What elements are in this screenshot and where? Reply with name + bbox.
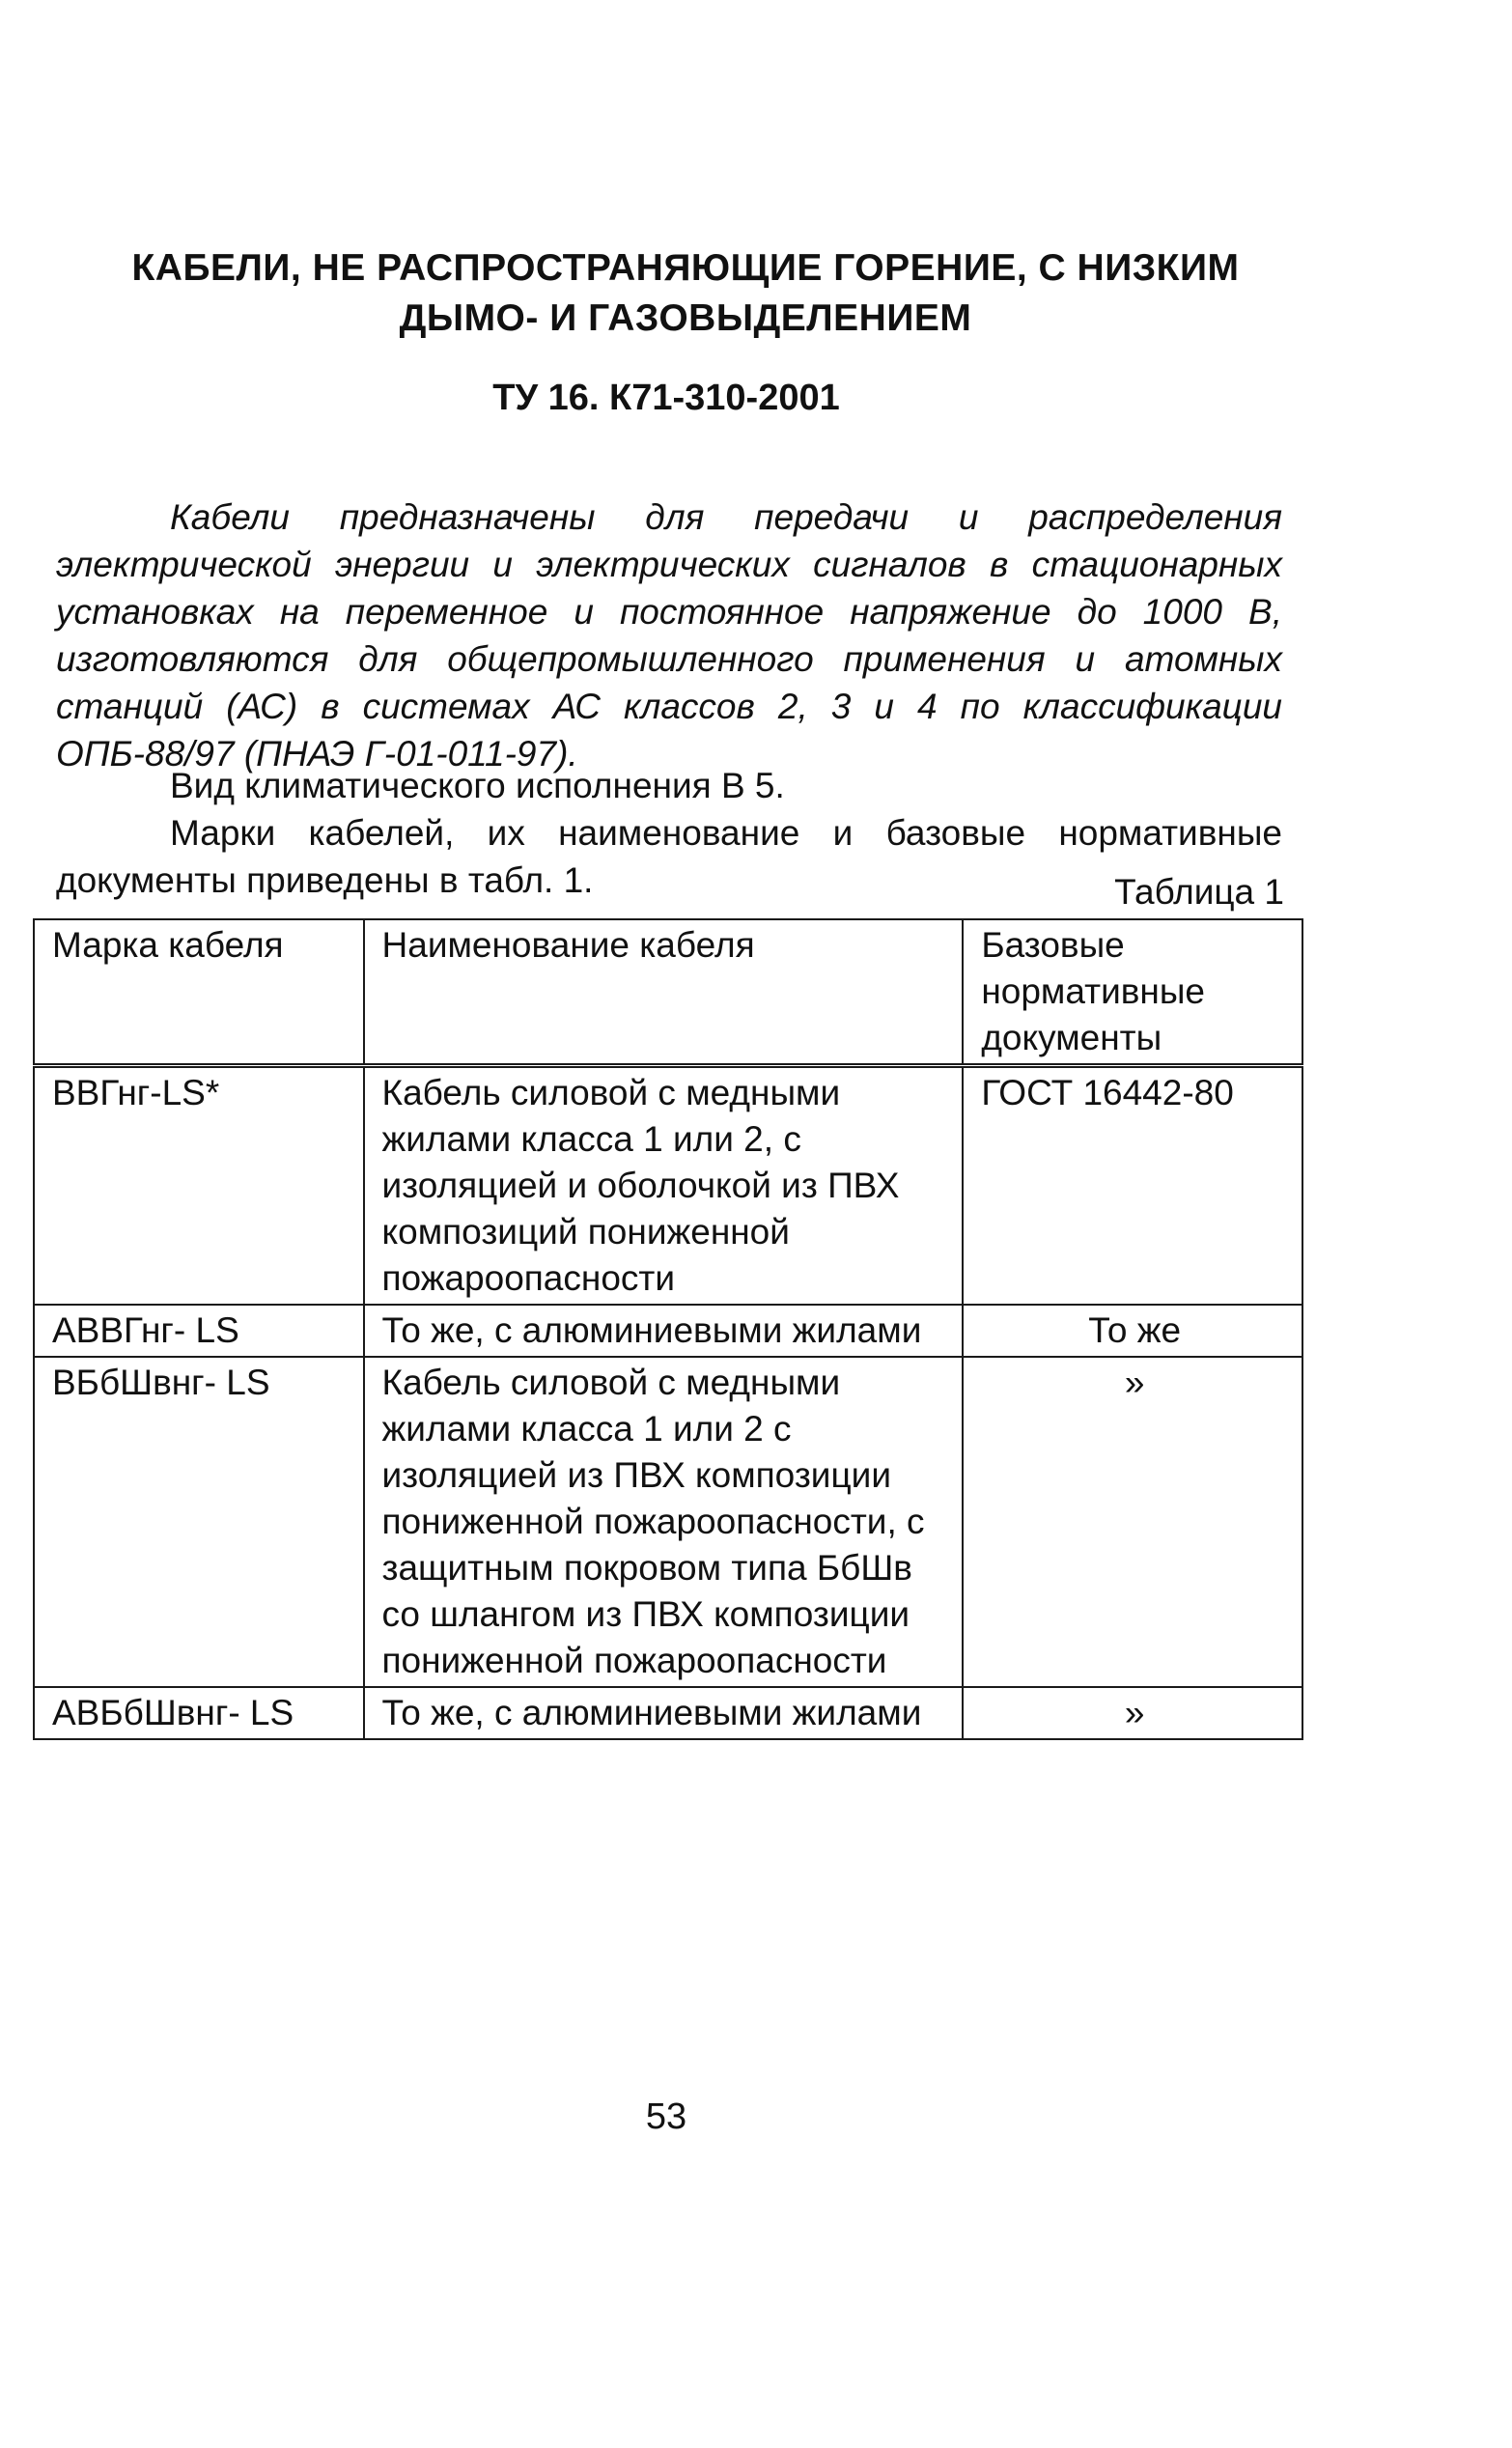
climate-paragraph: Вид климатического исполнения В 5.: [170, 766, 785, 805]
cell-brand: АВВГнг- LS: [34, 1305, 364, 1357]
cell-brand: АВБбШвнг- LS: [34, 1687, 364, 1739]
cell-document: »: [963, 1687, 1302, 1739]
header-documents: Базовые нормативные документы: [963, 919, 1302, 1066]
document-title: [87, 243, 1284, 344]
header-name: Наименование кабеля: [364, 919, 964, 1066]
brands-paragraph: Марки кабелей, их наименование и базовые нормативные документы приведены в табл. 1.: [56, 813, 1282, 900]
table-row: [34, 1687, 1302, 1739]
header-brand: Марка кабеля: [34, 919, 364, 1066]
title-line-2: ДЫМО- И ГАЗОВЫДЕЛЕНИЕМ: [399, 297, 972, 339]
cell-name: То же, с алюминиевыми жилами: [364, 1305, 964, 1357]
cell-brand: ВВГнг-LS*: [34, 1066, 364, 1306]
cell-brand: ВБбШвнг- LS: [34, 1357, 364, 1687]
standard-code: ТУ 16. К71-310-2001: [492, 378, 840, 418]
page-number: 53: [645, 2096, 687, 2137]
cell-name: Кабель силовой с медными жилами класса 1 или 2, с изоляцией и оболочкой из ПВХ композиций пониженной пожароопасности: [364, 1066, 964, 1306]
title-line-1: КАБЕЛИ, НЕ РАСПРОСТРАНЯЮЩИЕ ГОРЕНИЕ, С НИЗКИМ: [131, 247, 1240, 289]
cell-name: Кабель силовой с медными жилами класса 1 или 2 с изоляцией из ПВХ композиции пониженной пожароопасности, с защитным покровом типа БбШв со шлангом из ПВХ композиции пониженной пожароопасности: [364, 1357, 964, 1687]
cell-document: »: [963, 1357, 1302, 1687]
cell-document: То же: [963, 1305, 1302, 1357]
table-row: [34, 1357, 1302, 1687]
table-row: [34, 1305, 1302, 1357]
table-header-row: [34, 919, 1302, 1066]
cell-name: То же, с алюминиевыми жилами: [364, 1687, 964, 1739]
cell-document: ГОСТ 16442-80: [963, 1066, 1302, 1306]
cable-table: [33, 918, 1303, 1740]
table-row: [34, 1066, 1302, 1306]
table-caption: Таблица 1: [1114, 872, 1284, 912]
intro-paragraph: Кабели предназначены для передачи и распределения электрической энергии и электрических сигналов в стационарных установках на переменное и постоянное напряжение до 1000 В, изготовляются для общепромышленного применения и атомных станций (АС) в системах АС классов 2, 3 и 4 по классификации ОПБ-88/97 (ПНАЭ Г-01-011-97).: [56, 497, 1282, 774]
